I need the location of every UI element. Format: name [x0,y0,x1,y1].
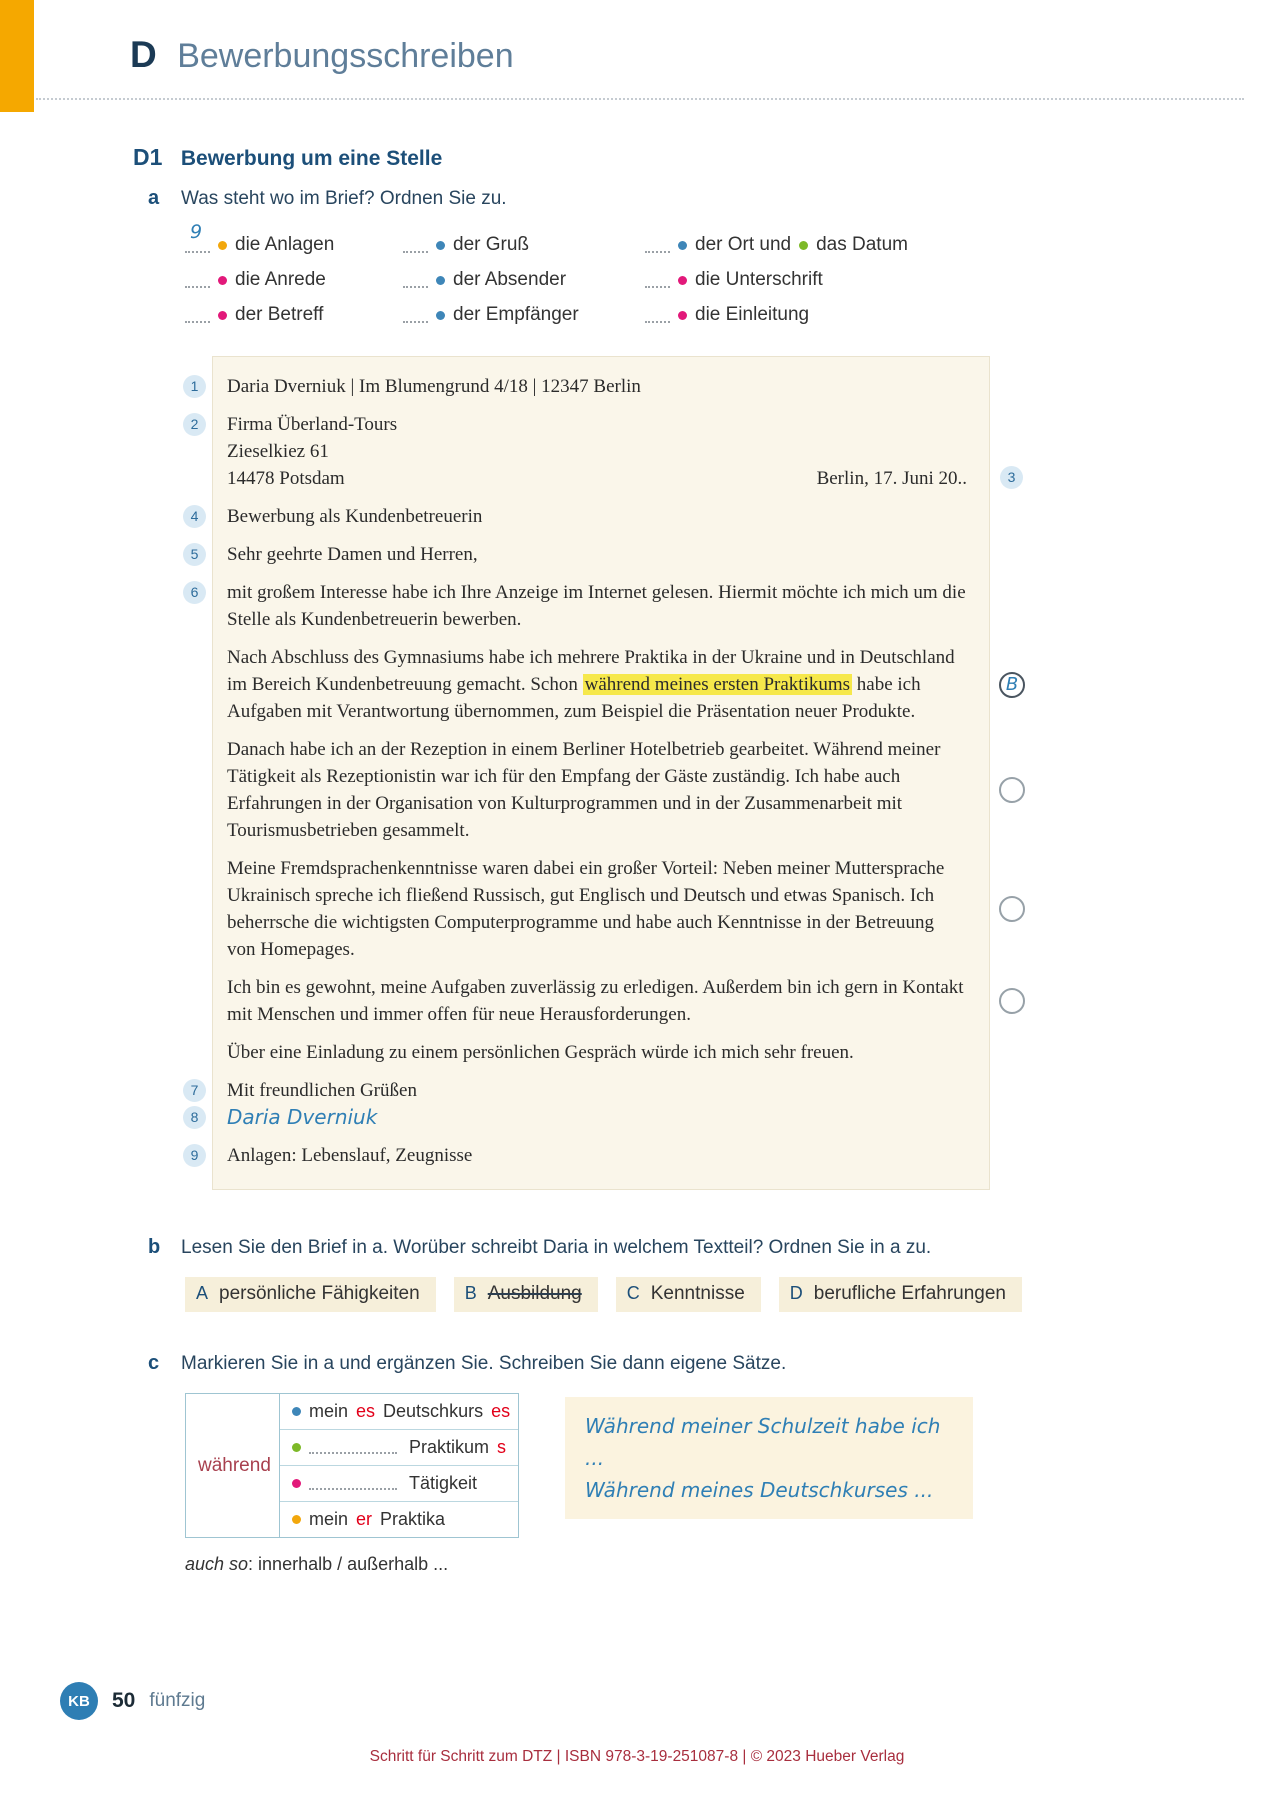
also-line [185,1554,1274,1575]
also-rest: : innerhalb / außerhalb ... [248,1554,449,1574]
letter-line [227,438,967,465]
line-number-badge: 2 [183,413,206,436]
letter-text [227,411,967,438]
gender-bullet [436,276,445,285]
letter-text [227,1077,967,1104]
dotted-divider [36,98,1244,100]
letter-line [227,1039,967,1066]
line-number-badge: 1 [183,375,206,398]
answer-blank[interactable] [403,273,428,288]
grammar-row [280,1466,518,1502]
gender-bullet [678,241,687,250]
letter-line [190,579,967,633]
note-line: Während meiner Schulzeit habe ich ... [585,1414,941,1470]
section-title: Bewerbung um eine Stelle [180,147,443,170]
answer-blank[interactable] [185,220,210,253]
signature [227,1104,967,1131]
text-segment: mit großem Interesse habe ich Ihre Anzeige im Internet gelesen. Hiermit möchte ich mich um die Stelle als Kundenbetreuerin bewerben. [227,582,966,630]
task-b-instruction: Lesen Sie den Brief in a. Worüber schreibt Daria in welchem Textteil? Ordnen Sie in a zu. [181,1237,932,1258]
gender-bullet [292,1443,301,1452]
line-number-badge: 6 [183,581,206,604]
letter-text [227,1039,967,1066]
ending-highlight: es [491,1401,511,1421]
text-segment: 14478 Potsdam [227,468,345,489]
gender-bullet [218,241,227,250]
line-number-badge: 3 [1000,466,1023,489]
option-label: Kenntnisse [650,1283,745,1304]
category-option[interactable] [454,1277,598,1312]
letter-text [227,503,967,530]
corner-accent-bar [0,0,34,112]
text-segment: Ich bin es gewohnt, meine Aufgaben zuverlässig zu erledigen. Außerdem bin ich gern in Kontakt mit Menschen und immer offen für neue Herausforderungen. [227,977,964,1025]
letter-line [190,503,967,530]
word-segment: Deutschkurs [383,1401,484,1421]
match-label: der Absender [453,269,567,290]
letter-line [190,1142,967,1169]
letter-line [190,541,967,568]
letter-text [227,579,967,633]
match-item [185,269,403,291]
grammar-row [280,1430,518,1466]
answer-blank[interactable] [645,238,670,253]
match-label: der Ort und [695,234,792,255]
letter-text [227,1142,967,1169]
letter-text [227,736,967,844]
task-a-instruction: Was steht wo im Brief? Ordnen Sie zu. [181,188,507,209]
watermark: Schritt für Schritt zum DTZ | ISBN 978-3-19-251087-8 | © 2023 Hueber Verlag [369,1748,905,1765]
gender-bullet [292,1407,301,1416]
letter-line [190,411,967,438]
page-number: 50 [112,1689,136,1712]
match-item [645,304,1274,326]
section-heading [133,144,1274,171]
answer-blank[interactable] [645,273,670,288]
text-segment: Daria Dverniuk | Im Blumengrund 4/18 | 12347 Berlin [227,376,641,397]
match-label: der Gruß [453,234,530,255]
section-letter: D [130,34,157,75]
task-c-label: c [148,1352,160,1374]
task-a-label: a [148,187,160,209]
gender-bullet [436,241,445,250]
handwritten-answer: 9 [190,220,203,243]
ending-highlight: s [497,1437,507,1457]
option-key: B [464,1283,477,1303]
line-number-badge: 7 [183,1079,206,1102]
page-footer [60,1682,205,1720]
letter-text [227,855,967,963]
answer-blank[interactable] [403,308,428,323]
text-segment: Anlagen: Lebenslauf, Zeugnisse [227,1145,473,1166]
line-number-badge: 5 [183,543,206,566]
answer-circle[interactable]: B [999,672,1025,698]
match-item [645,269,1274,291]
letter-wrap [190,356,1019,1190]
match-item [403,304,645,326]
line-number-badge: 8 [183,1106,206,1129]
match-label: die Unterschrift [695,269,823,290]
task-b-label: b [148,1236,161,1258]
keyword-waehrend: während [186,1394,280,1537]
page-title: Bewerbungsschreiben [177,37,514,75]
text-segment: Mit freundlichen Grüßen [227,1080,417,1101]
example-note [565,1397,973,1519]
letter-text [227,644,967,725]
task-a [148,187,1274,210]
option-label: berufliche Erfahrungen [813,1283,1007,1304]
text-segment: Danach habe ich an der Rezeption in einem Berliner Hotelbetrieb gearbeitet. Während meiner Tätigkeit als Rezeptionistin war ich für den Empfang der Gäste zuständig. Ich habe auch Erfahrungen in der Organisation von Kulturprogrammen und in der Zusammenarbeit mit Tourismusbetrieben gesammelt. [227,739,941,841]
gender-bullet [799,241,808,250]
note-line: Während meines Deutschkurses ... [585,1478,934,1502]
option-label: persönliche Fähigkeiten [219,1283,420,1304]
option-label: Ausbildung [487,1283,582,1304]
gender-bullet [292,1515,301,1524]
answer-blank[interactable] [185,273,210,288]
ending-highlight: er [356,1509,373,1529]
letter-text [227,974,967,1028]
match-item [403,269,645,291]
word-segment: Tätigkeit [409,1473,478,1493]
line-number-badge: 9 [183,1144,206,1167]
option-key: A [196,1283,209,1303]
gender-bullet [218,276,227,285]
section-id: D1 [133,144,163,170]
grammar-rows [280,1394,518,1537]
grammar-table [185,1393,519,1538]
category-option[interactable] [616,1277,761,1312]
answer-circle[interactable] [999,777,1025,803]
ending-highlight: es [356,1401,376,1421]
text-segment: Meine Fremdsprachenkenntnisse waren dabei ein großer Vorteil: Neben meiner Muttersprache Ukrainisch spreche ich fließend Russisch, gut Englisch und Deutsch und etwas Spanisch. Ich beherrsche die wichtigsten Computerprogramme und habe auch Kenntnisse in der Betreuung von Homepages. [227,858,945,960]
text-segment: Bewerbung als Kundenbetreuerin [227,506,483,527]
option-key: D [789,1283,803,1303]
category-option[interactable] [185,1277,436,1312]
match-item [645,234,1274,256]
letter-text-left [227,465,345,492]
gender-bullet [678,311,687,320]
letter-line [227,974,967,1028]
text-segment: Zieselkiez 61 [227,441,329,462]
match-label: der Empfänger [453,304,579,325]
also-lead: auch so [185,1554,249,1574]
text-segment: Sehr geehrte Damen und Herren, [227,544,478,565]
application-letter [190,356,1019,1190]
task-c-instruction: Markieren Sie in a und ergänzen Sie. Schreiben Sie dann eigene Sätze. [181,1353,787,1374]
grammar-row [280,1394,518,1430]
option-key: C [626,1283,640,1303]
answer-circle[interactable] [999,896,1025,922]
word-segment: mein [309,1509,349,1529]
match-label: die Anrede [235,269,326,290]
match-item [185,304,403,326]
highlighted-phrase: während meines ersten Praktikums [584,674,851,695]
match-label: die Anlagen [235,234,335,255]
letter-line [190,373,967,400]
match-grid [185,220,1274,326]
text-segment: habe ich Aufgaben mit Verantwortung übernommen, zum Beispiel die Präsentation neuer Produkte. [227,674,921,722]
fill-in-blank[interactable] [309,1441,397,1454]
text-segment: Über eine Einladung zu einem persönlichen Gespräch würde ich mich sehr freuen. [227,1042,854,1063]
word-segment: Praktika [380,1509,446,1529]
match-label: die Einleitung [695,304,810,325]
gender-bullet [218,311,227,320]
letter-line [190,1077,967,1104]
answer-circle[interactable] [999,988,1025,1014]
letter-line [227,736,967,844]
letter-line [190,1104,967,1131]
match-item [185,220,403,256]
letter-date: Berlin, 17. Juni 20.. [816,468,967,489]
text-segment: Nach Abschluss des Gymnasiums habe ich mehrere Praktika in der Ukraine und in Deutschland im Bereich Kundenbetreuung gemacht. Schon [227,647,955,695]
task-c-content [185,1393,1274,1538]
page-header [0,0,1274,76]
match-label: das Datum [816,234,908,255]
match-label: der Betreff [235,304,324,325]
text-segment: Firma Überland-Tours [227,414,398,435]
task-b [148,1236,1274,1259]
letter-text [227,465,967,492]
page-number-word: fünfzig [149,1690,206,1711]
task-c [148,1352,1274,1375]
letter-text [227,541,967,568]
letter-line [227,644,1019,725]
letter-text [227,438,967,465]
letter-line [227,855,967,963]
text-segment: Daria Dverniuk [227,1105,378,1129]
answer-blank[interactable] [185,308,210,323]
answer-blank[interactable] [403,238,428,253]
fill-in-blank[interactable] [309,1477,397,1490]
match-item [403,234,645,256]
word-segment: Praktikum [409,1437,490,1457]
gender-bullet [678,276,687,285]
line-number-badge: 4 [183,505,206,528]
category-options [185,1277,1274,1312]
word-segment: mein [309,1401,349,1421]
letter-line [227,465,1016,492]
gender-bullet [292,1479,301,1488]
letter-text [227,373,967,400]
gender-bullet [436,311,445,320]
grammar-row [280,1502,518,1537]
answer-blank[interactable] [645,308,670,323]
kb-badge: KB [60,1682,98,1720]
category-option[interactable] [779,1277,1022,1312]
